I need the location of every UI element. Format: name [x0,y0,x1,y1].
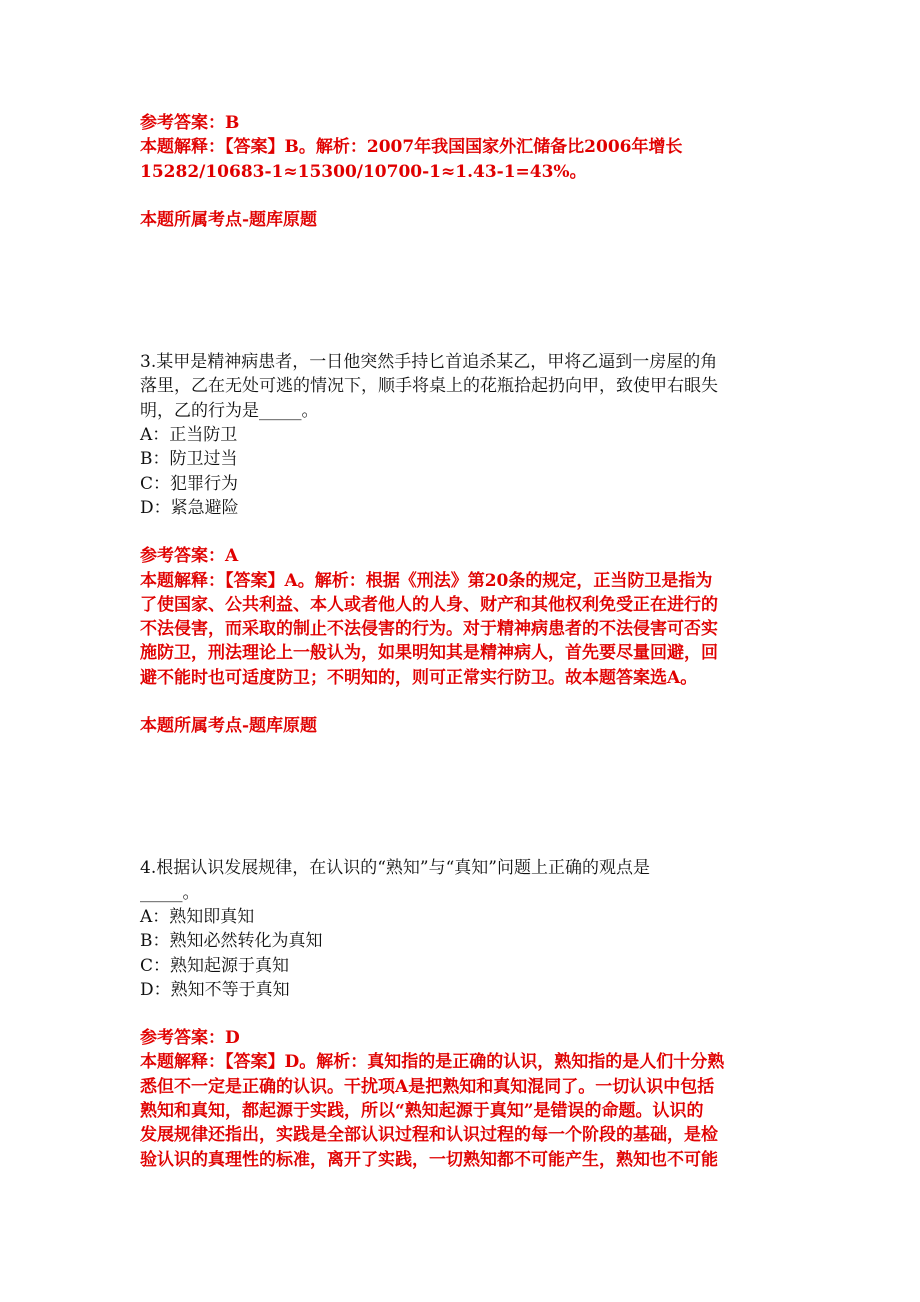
q4-option-a: A：熟知即真知 [140,906,255,927]
q3-option-c: C：犯罪行为 [140,473,239,494]
q4-option-d: D：熟知不等于真知 [140,979,290,1000]
q4-question-block [140,856,780,1002]
q4-explanation-line: 验认识的真理性的标准，离开了实践，一切熟知都不可能产生，熟知也不可能 [140,1149,718,1170]
document-page [140,111,780,1172]
q4-answer-block [140,1026,780,1172]
q2-answer-block [140,111,780,232]
q3-option-b: B：防卫过当 [140,449,238,470]
q3-source: 本题所属考点-题库原题 [140,716,318,737]
q4-question-line: _____。 [140,882,200,903]
q3-answer-block [140,544,780,738]
q3-question-line: 明，乙的行为是_____。 [140,400,319,421]
q2-source: 本题所属考点-题库原题 [140,209,318,230]
q4-answer: 参考答案：D [140,1028,240,1049]
q4-explanation-line: 发展规律还指出，实践是全部认识过程和认识过程的每一个阶段的基础，是检 [140,1125,718,1146]
q3-explanation-line: 本题解释：【答案】A。解析：根据《刑法》第20条的规定，正当防卫是指为 [140,570,713,591]
q2-answer: 参考答案：B [140,113,240,133]
q4-question-line: 4.根据认识发展规律，在认识的“熟知”与“真知”问题上正确的观点是 [140,858,650,879]
q3-question-line: 落里，乙在无处可逃的情况下，顺手将桌上的花瓶拾起扔向甲，致使甲右眼失 [140,376,718,397]
q3-explanation-line: 避不能时也可适度防卫；不明知的，则可正常实行防卫。故本题答案选A。 [140,667,698,688]
q3-option-a: A：正当防卫 [140,425,238,446]
q2-explanation-line: 本题解释：【答案】B。解析：2007年我国国家外汇储备比2006年增长 [140,137,683,158]
q3-question-line: 3.某甲是精神病患者，一日他突然手持匕首追杀某乙，甲将乙逼到一房屋的角 [140,352,718,373]
q4-explanation-line: 熟知和真知，都起源于实践，所以“熟知起源于真知”是错误的命题。认识的 [140,1101,704,1122]
q3-option-d: D：紧急避险 [140,497,239,518]
q3-explanation-line: 不法侵害，而采取的制止不法侵害的行为。对于精神病患者的不法侵害可否实 [140,619,718,640]
q4-option-c: C：熟知起源于真知 [140,955,290,976]
q4-explanation-line: 悉但不一定是正确的认识。干扰项A是把熟知和真知混同了。一切认识中包括 [140,1076,715,1097]
q4-option-b: B：熟知必然转化为真知 [140,931,323,952]
q3-answer: 参考答案：A [140,546,239,567]
q3-explanation-line: 了使国家、公共利益、本人或者他人的人身、财产和其他权利免受正在进行的 [140,594,718,615]
q2-explanation-line: 15282/10683-1≈15300/10700-1≈1.43-1=43%。 [140,161,587,182]
q3-explanation-line: 施防卫，刑法理论上一般认为，如果明知其是精神病人，首先要尽量回避，回 [140,643,718,664]
q4-explanation-line: 本题解释：【答案】D。解析：真知指的是正确的认识，熟知指的是人们十分熟 [140,1052,725,1073]
q3-question-block [140,350,780,520]
